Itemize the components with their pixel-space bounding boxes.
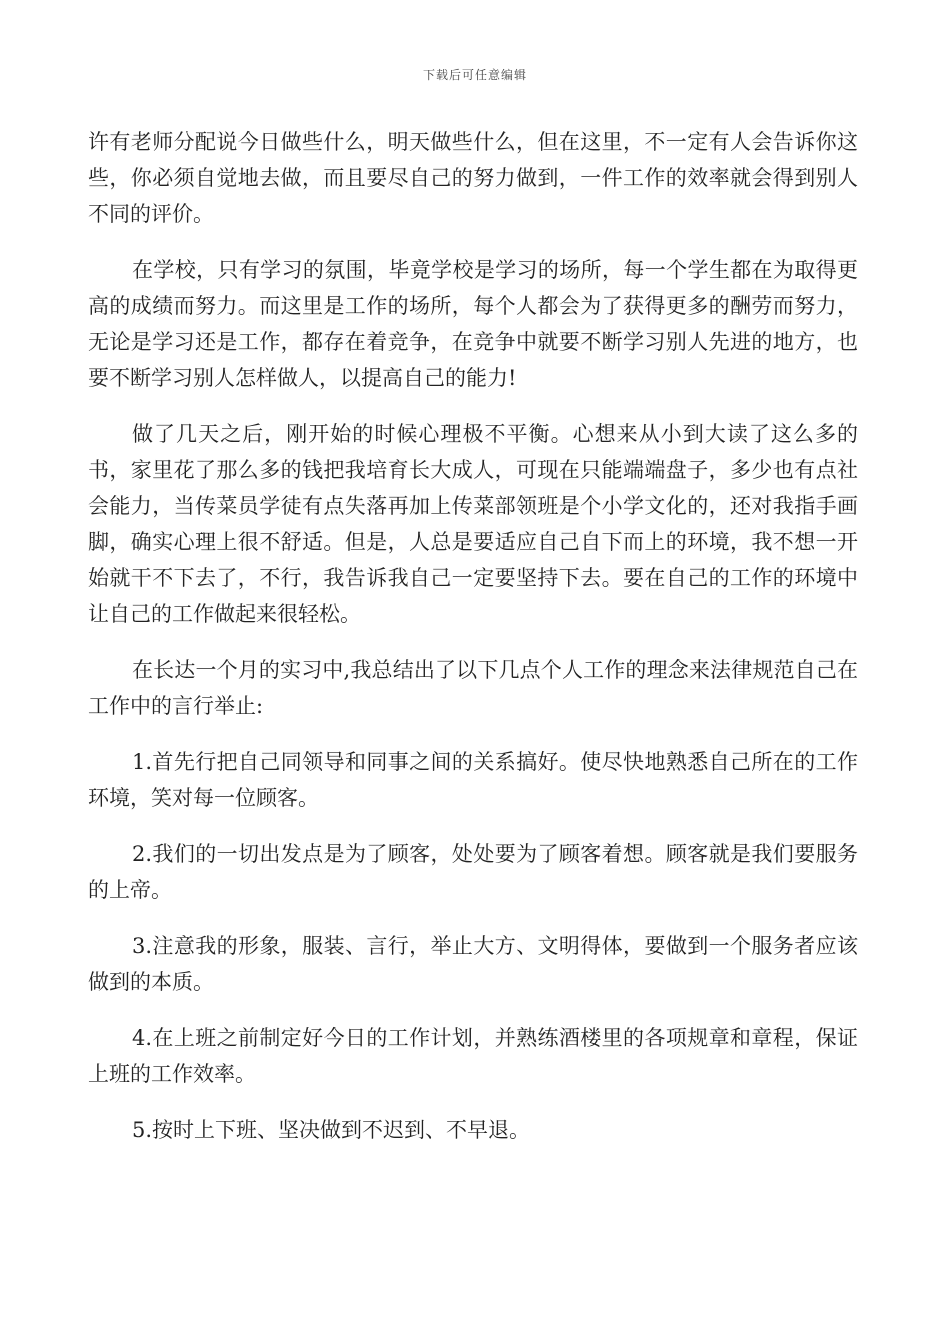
paragraph-2: 在学校，只有学习的氛围，毕竟学校是学习的场所，每一个学生都在为取得更高的成绩而努力。而这里是工作的场所，每个人都会为了获得更多的酬劳而努力，无论是学习还是工作，都存在着竞争，在竞争中就要不断学习别人先进的地方，也要不断学习别人怎样做人，以提高自己的能力! [88, 258, 858, 390]
list-item-2: 2.我们的一切出发点是为了顾客，处处要为了顾客着想。顾客就是我们要服务的上帝。 [88, 842, 858, 902]
paragraph-3: 做了几天之后，刚开始的时候心理极不平衡。心想来从小到大读了这么多的书，家里花了那么多的钱把我培育长大成人，可现在只能端端盘子，多少也有点社会能力，当传菜员学徒有点失落再加上传菜部领班是个小学文化的，还对我指手画脚，确实心理上很不舒适。但是，人总是要适应自己自下而上的环境，我不想一开始就干不下去了，不行，我告诉我自己一定要坚持下去。要在自己的工作的环境中让自己的工作做起来很轻松。 [88, 422, 858, 626]
paragraph-4: 在长达一个月的实习中,我总结出了以下几点个人工作的理念来法律规范自己在工作中的言行举止: [88, 658, 858, 718]
paragraph-1: 许有老师分配说今日做些什么，明天做些什么，但在这里，不一定有人会告诉你这些，你必须自觉地去做，而且要尽自己的努力做到，一件工作的效率就会得到别人不同的评价。 [88, 130, 858, 226]
header-note: 下载后可任意编辑 [422, 68, 527, 82]
list-item-5: 5.按时上下班、坚决做到不迟到、不早退。 [132, 1118, 531, 1142]
list-item-3: 3.注意我的形象，服装、言行，举止大方、文明得体，要做到一个服务者应该做到的本质。 [88, 934, 858, 994]
list-item-1: 1.首先行把自己同领导和同事之间的关系搞好。使尽快地熟悉自己所在的工作环境，笑对每一位顾客。 [88, 750, 858, 810]
document-body [88, 124, 858, 1168]
list-item-4: 4.在上班之前制定好今日的工作计划，并熟练酒楼里的各项规章和章程，保证上班的工作效率。 [88, 1026, 858, 1086]
